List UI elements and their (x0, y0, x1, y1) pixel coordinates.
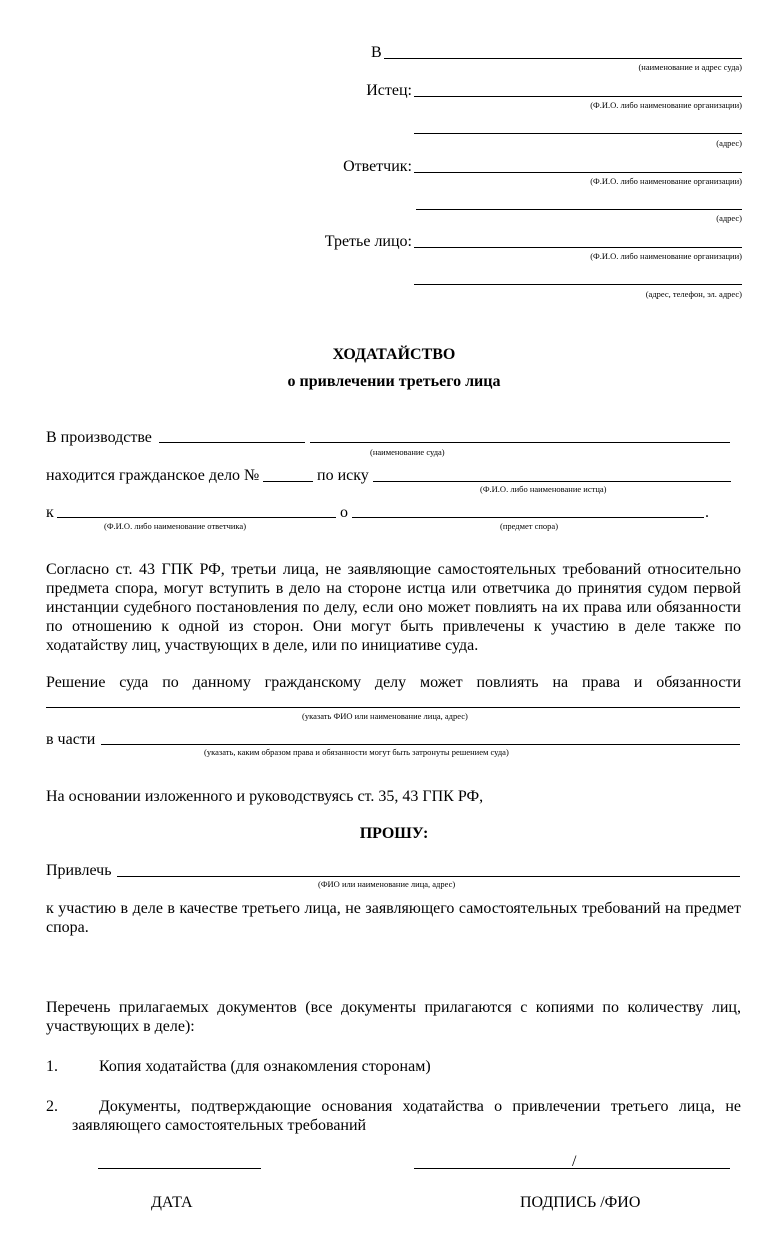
case-line2-text: находится гражданское дело № (46, 467, 260, 484)
defendant-address-caption: (адрес) (716, 213, 742, 223)
signature-label: ПОДПИСЬ /ФИО (520, 1194, 641, 1211)
plaintiff-address-line (414, 133, 742, 134)
impact-blank (46, 707, 740, 708)
attachment-1-text: Копия ходатайства (для ознакомления сторонам) (99, 1058, 431, 1075)
attachment-2-text-cont: заявляющего самостоятельных требований (72, 1117, 367, 1134)
date-label: ДАТА (151, 1194, 193, 1211)
case-line3-blank-left (57, 517, 336, 518)
document-title: ХОДАТАЙСТВО (332, 346, 456, 363)
third-party-caption: (Ф.И.О. либо наименование организации) (590, 251, 742, 261)
case-line3-caption-left: (Ф.И.О. либо наименование ответчика) (104, 521, 247, 531)
attract-blank (117, 876, 740, 877)
impact-paragraph: Решение суда по данному гражданскому делу может повлиять на права и обязанности (46, 674, 741, 691)
case-line1-text: В производстве (46, 429, 152, 446)
case-line3-mid: о (340, 504, 348, 521)
third-party-address-line (414, 284, 742, 285)
third-party-line (414, 247, 742, 248)
attract-text: к участию в деле в качестве третьего лица, не заявляющего самостоятельных требований на предмет спора. (46, 900, 741, 936)
defendant-line (414, 172, 742, 173)
defendant-address-line (416, 209, 742, 210)
case-number-blank (263, 481, 313, 482)
plaintiff-address-caption: (адрес) (716, 138, 742, 148)
court-prefix: В (371, 44, 382, 61)
court-caption: (наименование и адрес суда) (638, 62, 742, 72)
case-line2-mid: по иску (317, 467, 369, 484)
case-line1-blank-a (159, 442, 305, 443)
signature-slash: / (572, 1153, 577, 1170)
case-line3-end: . (705, 504, 709, 521)
case-line3-caption-right: (предмет спора) (500, 521, 559, 531)
case-line1-caption: (наименование суда) (370, 447, 445, 457)
impact-caption: (указать ФИО или наименование лица, адрес) (302, 711, 468, 721)
plaintiff-line (414, 96, 742, 97)
plaintiff-caption: (Ф.И.О. либо наименование организации) (590, 100, 742, 110)
in-part-caption: (указать, каким образом права и обязанности могут быть затронуты решением суда) (204, 747, 509, 757)
third-party-address-caption: (адрес, телефон, эл. адрес) (645, 289, 742, 299)
plaintiff-label: Истец: (366, 82, 412, 99)
case-line1-blank-b (310, 442, 730, 443)
case-line2-caption: (Ф.И.О. либо наименование истца) (480, 484, 607, 494)
defendant-caption: (Ф.И.О. либо наименование организации) (590, 176, 742, 186)
attachments-intro: Перечень прилагаемых документов (все документы прилагаются с копиями по количеству лиц, участвующих в деле): (46, 999, 741, 1035)
in-part-blank (101, 744, 740, 745)
date-blank (98, 1168, 261, 1169)
attachment-2-text: Документы, подтверждающие основания ходатайства о привлечении третьего лица, не (99, 1098, 741, 1115)
in-part-label: в части (46, 731, 96, 748)
attachment-2-number: 2. (46, 1098, 58, 1115)
legal-basis-paragraph: Согласно ст. 43 ГПК РФ, третьи лица, не заявляющие самостоятельных требований относительно предмета спора, могут вступить в дело на стороне истца или ответчика до принятия судом первой инстанции судебного постановления по делу, если оно может повлиять на их права или обязанности по отношению к одной из сторон. Они могут быть привлечены к участию в деле также по ходатайству лиц, участвующих в деле, или по инициативе суда. (46, 561, 741, 654)
basis-text: На основании изложенного и руководствуясь ст. 35, 43 ГПК РФ, (46, 788, 484, 805)
request-heading: ПРОШУ: (359, 825, 429, 842)
third-party-label: Третье лицо: (324, 233, 412, 250)
defendant-label: Ответчик: (343, 158, 412, 175)
attract-label: Привлечь (46, 862, 112, 879)
case-line3-blank-right (352, 517, 704, 518)
court-line (384, 58, 742, 59)
case-line2-blank (373, 481, 731, 482)
document-subtitle: о привлечении третьего лица (287, 373, 501, 390)
case-line3-prefix: к (46, 504, 54, 521)
attract-caption: (ФИО или наименование лица, адрес) (318, 879, 456, 889)
attachment-1-number: 1. (46, 1058, 58, 1075)
